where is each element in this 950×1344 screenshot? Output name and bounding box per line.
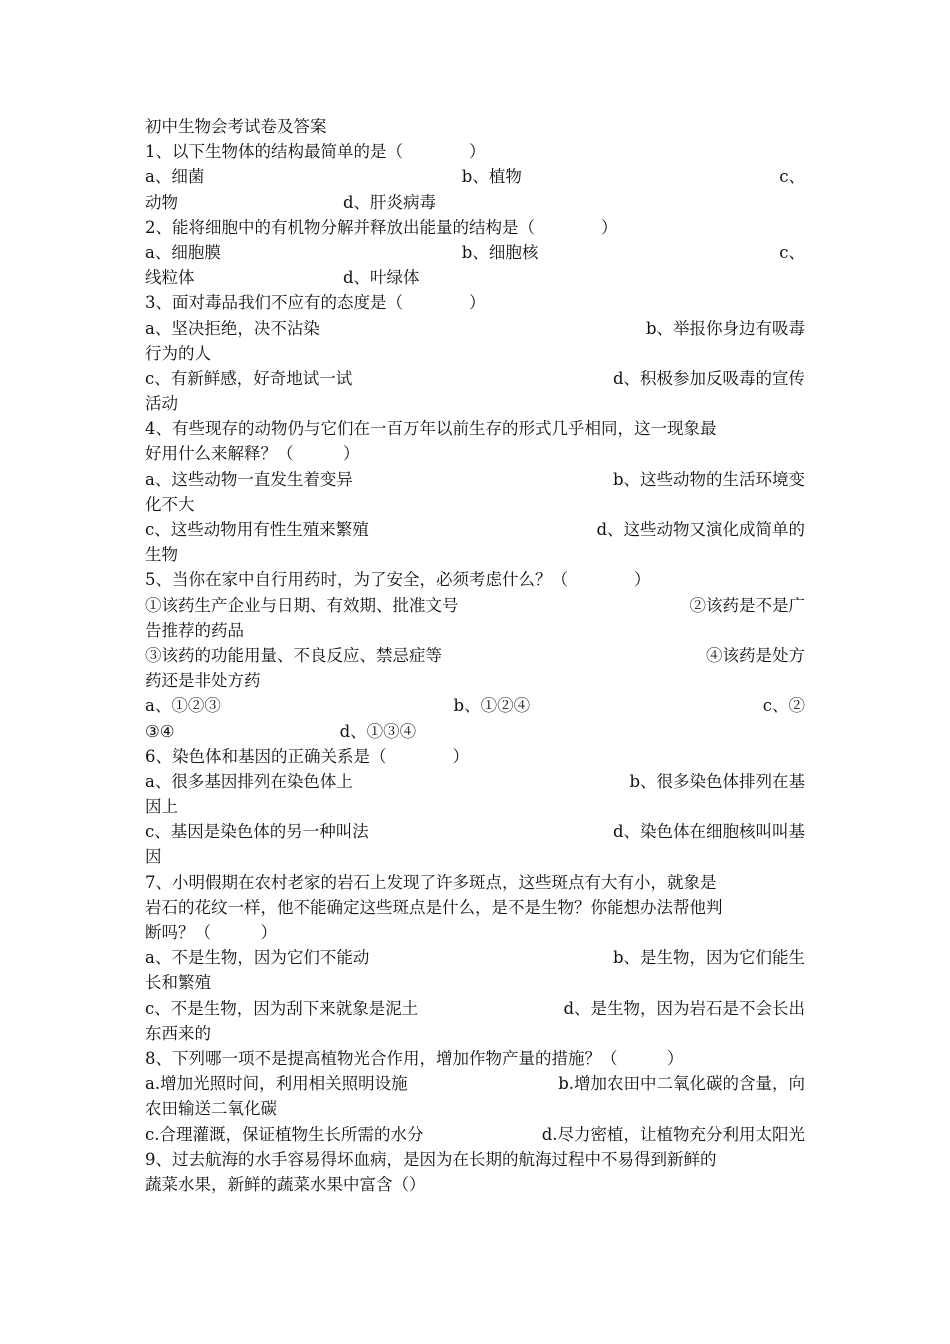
options-line (145, 467, 805, 492)
option-text: ④该药是处方 (706, 645, 805, 665)
option-text: a、这些动物一直发生着变异 (145, 469, 353, 489)
option-text: b、很多染色体排列在基 (629, 771, 805, 791)
text-line: 9、过去航海的水手容易得坏血病，是因为在长期的航海过程中不易得到新鲜的 (145, 1149, 717, 1169)
text-line: 化不大 (145, 494, 195, 514)
option-text: c、基因是染色体的另一种叫法 (145, 822, 369, 842)
option-text: c、② (762, 696, 805, 716)
text-line: 东西来的 (145, 1023, 211, 1043)
option-text: c.合理灌溉，保证植物生长所需的水分 (145, 1124, 424, 1144)
option-text: c、有新鲜感，好奇地试一试 (145, 368, 353, 388)
option-text: b、是生物，因为它们能生 (612, 948, 805, 968)
option-text: d、是生物，因为岩石是不会长出 (563, 998, 805, 1018)
text-line: 5、当你在家中自行用药时，为了安全，必须考虑什么？（ ） (145, 570, 651, 590)
option-text: b.增加农田中二氧化碳的含量，向 (558, 1074, 805, 1094)
text-line: 7、小明假期在农村老家的岩石上发现了许多斑点，这些斑点有大有小，就象是 (145, 872, 717, 892)
options-line (145, 769, 805, 794)
text-line: 8、下列哪一项不是提高植物光合作用，增加作物产量的措施？（ ） (145, 1048, 684, 1068)
option-text: b、①②④ (453, 696, 531, 716)
option-text: a、不是生物，因为它们不能动 (145, 948, 370, 968)
option-text: d、染色体在细胞核叫叫基 (612, 822, 805, 842)
options-line (145, 819, 805, 844)
option-text: ②该药是不是广 (689, 595, 805, 615)
text-line: 线粒体 d、叶绿体 (145, 268, 420, 288)
options-line (145, 1122, 805, 1147)
options-line (145, 366, 805, 391)
options-line (145, 316, 805, 341)
text-line: 断吗？（ ） (145, 923, 277, 942)
text-line: 1、以下生物体的结构最简单的是（ ） (145, 142, 486, 162)
option-text: b、这些动物的生活环境变 (612, 469, 805, 489)
option-text: ①该药生产企业与日期、有效期、批准文号 (145, 595, 459, 615)
options-line (145, 693, 805, 718)
option-text: b、举报你身边有吸毒 (645, 318, 805, 338)
options-line (145, 1071, 805, 1096)
text-line: 活动 (145, 394, 178, 414)
text-line: 因 (145, 847, 162, 867)
text-line: ③④ d、①③④ (145, 721, 417, 741)
text-line: 药还是非处方药 (145, 671, 261, 691)
option-text: d.尽力密植，让植物充分利用太阳光 (541, 1124, 805, 1144)
exam-document (145, 114, 805, 1197)
options-line (145, 517, 805, 542)
text-line: 行为的人 (145, 343, 211, 363)
option-text: a、坚决拒绝，决不沾染 (145, 318, 320, 338)
option-text: ③该药的功能用量、不良反应、禁忌症等 (145, 645, 442, 665)
options-line (145, 164, 805, 189)
option-text: a、很多基因排列在染色体上 (145, 771, 353, 791)
text-line: 4、有些现存的动物仍与它们在一百万年以前生存的形式几乎相同，这一现象最 (145, 419, 717, 439)
text-line: 蔬菜水果，新鲜的蔬菜水果中富含（） (145, 1174, 426, 1194)
options-line (145, 593, 805, 618)
option-text: d、积极参加反吸毒的宣传 (612, 368, 805, 388)
option-text: d、这些动物又演化成简单的 (596, 520, 805, 539)
text-line: 长和繁殖 (145, 973, 211, 993)
option-text: a、细菌 (145, 167, 205, 187)
text-line: 告推荐的药品 (145, 620, 244, 640)
option-text: b、细胞核 (461, 242, 539, 262)
option-text: a.增加光照时间，利用相关照明设施 (145, 1074, 408, 1094)
text-line: 2、能将细胞中的有机物分解并释放出能量的结构是（ ） (145, 217, 618, 237)
option-text: c、这些动物用有性生殖来繁殖 (145, 520, 369, 539)
text-line: 好用什么来解释？（ ） (145, 444, 360, 464)
text-line: 动物 d、肝炎病毒 (145, 192, 437, 212)
text-line: 岩石的花纹一样，他不能确定这些斑点是什么，是不是生物？你能想办法帮他判 (145, 897, 723, 917)
options-line (145, 945, 805, 970)
text-line: 6、染色体和基因的正确关系是（ ） (145, 746, 469, 766)
text-line: 生物 (145, 545, 178, 565)
option-text: a、①②③ (145, 696, 221, 716)
text-line: 3、面对毒品我们不应有的态度是（ ） (145, 293, 486, 313)
option-text: c、 (779, 167, 805, 187)
options-line (145, 996, 805, 1021)
options-line (145, 240, 805, 265)
option-text: a、细胞膜 (145, 242, 221, 262)
option-text: c、不是生物，因为刮下来就象是泥土 (145, 998, 419, 1018)
text-line: 因上 (145, 797, 178, 817)
document-title: 初中生物会考试卷及答案 (145, 117, 327, 136)
option-text: c、 (779, 242, 805, 262)
option-text: b、植物 (461, 167, 522, 187)
text-line: 农田输送二氧化碳 (145, 1099, 277, 1119)
options-line (145, 643, 805, 668)
